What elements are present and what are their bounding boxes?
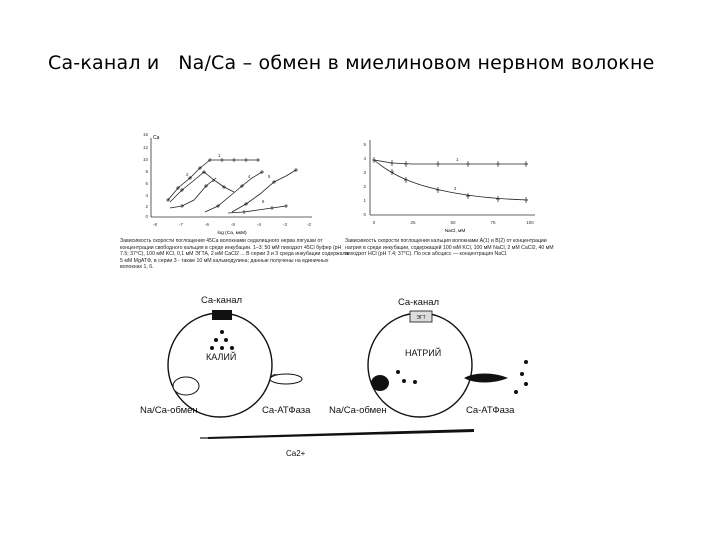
chart-left-curves — [168, 160, 296, 213]
na-ca-exchanger-left-label: Na/Ca-обмен — [140, 405, 198, 416]
calcium-ions-right-outer — [514, 360, 528, 394]
ca-channel-right-marker: ЭГТ — [416, 315, 426, 321]
chart-right-series-1 — [374, 160, 528, 164]
chart-right-xlabel: NaCl, мМ — [444, 229, 466, 234]
chart-right-yticks — [363, 142, 366, 217]
chart-left-series-label: 1 — [218, 153, 221, 158]
chart-left-xtick: -8 — [152, 222, 158, 227]
chart-left-series-label: 5 — [268, 174, 271, 179]
chart-left-ylabel: Ca — [153, 135, 160, 141]
chart-left-series-label: 4 — [248, 174, 251, 179]
chart-right-ytick: 1 — [363, 198, 366, 203]
chart-left-yticks — [143, 132, 149, 219]
chart-left-xtick: -6 — [204, 222, 210, 227]
chart-left-xlabel: log (Ca, мкМ) — [217, 231, 247, 236]
ca-gradient-label: Ca2+ — [286, 449, 306, 458]
ca-atpase-left — [270, 374, 302, 384]
cell-membrane-left — [168, 313, 272, 417]
chart-right-ytick: 3 — [363, 170, 366, 175]
chart-left-ytick: 8 — [145, 169, 148, 174]
chart-right-series-labels — [454, 157, 459, 191]
cell-membrane-right — [368, 313, 472, 417]
chart-left-xtick: -5 — [230, 222, 236, 227]
na-ca-exchanger-right — [371, 375, 389, 391]
chart-right-series-label: 1 — [456, 157, 459, 162]
diagram-left — [168, 310, 302, 417]
chart-left-series-label: 6 — [262, 199, 265, 204]
chart-left-series-label: 3 — [212, 178, 215, 183]
ca-gradient-wedge — [208, 429, 474, 439]
ca-channel-left — [212, 310, 232, 320]
chart-left-markers — [166, 158, 298, 214]
chart-right-series-2 — [374, 160, 528, 200]
ca-atpase-left-label: Ca-АТФаза — [262, 405, 311, 416]
slide-title: Ca-канал и Na/Ca – обмен в миелиновом нервном волокне — [48, 52, 655, 74]
chart-right — [363, 140, 535, 234]
chart-left-series-label: 2 — [186, 172, 189, 177]
chart-left-xticks — [153, 222, 311, 227]
na-ca-exchanger-right-label: Na/Ca-обмен — [329, 405, 387, 416]
ca-channel-left-label: Ca-канал — [201, 295, 243, 306]
chart-right-xtick: 0 — [372, 220, 376, 225]
diagram-right — [368, 311, 528, 417]
chart-left — [143, 132, 312, 236]
chart-right-ytick: 2 — [363, 184, 366, 189]
ca-atpase-right-label: Ca-АТФаза — [466, 405, 515, 416]
chart-right-xtick: 75 — [490, 220, 496, 225]
chart-right-xtick: 25 — [410, 220, 416, 225]
chart-left-ytick: 12 — [142, 145, 148, 150]
ca-channel-right-label: Ca-канал — [398, 297, 440, 308]
chart-left-xtick: -3 — [282, 222, 288, 227]
chart-left-xtick: -2 — [306, 222, 312, 227]
chart-right-ytick: 4 — [363, 156, 366, 161]
chart-right-xtick: 100 — [526, 220, 534, 225]
chart-right-caption: Зависимость скорости поглощения кальция волокнами A(1) и B(2) от концентрации натрия в среде инкубации, содержащей 100 мМ KCl, 100 мМ NaCl, 2 мМ CaCl2, 40 мМ пиходзот НCl (pH 7.4; 37°C). По оси абсцисс — концентрация NaCl. — [345, 238, 554, 258]
na-ca-exchanger-left — [173, 377, 199, 395]
chart-left-ytick: 10 — [142, 157, 148, 162]
calcium-ions-left — [210, 330, 234, 350]
chart-left-ytick: 4 — [145, 193, 148, 198]
chart-left-xtick: -7 — [178, 222, 184, 227]
chart-left-ytick: 2 — [145, 204, 148, 209]
chart-right-xtick: 50 — [450, 220, 456, 225]
chart-left-caption: Зависимость скорости поглощения 45Ca волокнами седалищного нерва лягушки от концентрации свободного кальция в среде инкубации. 1–3: 50 мМ пиходзот 45Cl буфер (pH 7.5; 37°C), 100 мМ KCl, 0,1 мМ ЭГТА, 2 мМ CaCl2 ... В серии 3 и 3 среда инкубации содержала 5 мМ MgATФ, в серии 3 - также 10 мМ кальмодулина; данные получены на единичных волокнах 1, 6. — [120, 238, 349, 271]
chart-left-ytick: 16 — [142, 132, 148, 137]
sodium-label: НАТРИЙ — [405, 348, 442, 358]
chart-left-xtick: -4 — [256, 222, 262, 227]
calcium-ions-right-inner — [396, 370, 417, 384]
chart-right-ytick: 5 — [363, 142, 366, 147]
chart-right-series-label: 2 — [454, 186, 457, 191]
chart-right-xticks — [373, 220, 535, 225]
potassium-label: КАЛИЙ — [206, 352, 237, 362]
chart-left-series-3 — [170, 178, 216, 208]
chart-right-ytick: 0 — [363, 212, 366, 217]
chart-right-curves — [374, 160, 528, 200]
ca-gradient — [200, 429, 474, 439]
chart-left-ytick: 6 — [145, 181, 148, 186]
chart-left-ytick: 0 — [145, 214, 148, 219]
